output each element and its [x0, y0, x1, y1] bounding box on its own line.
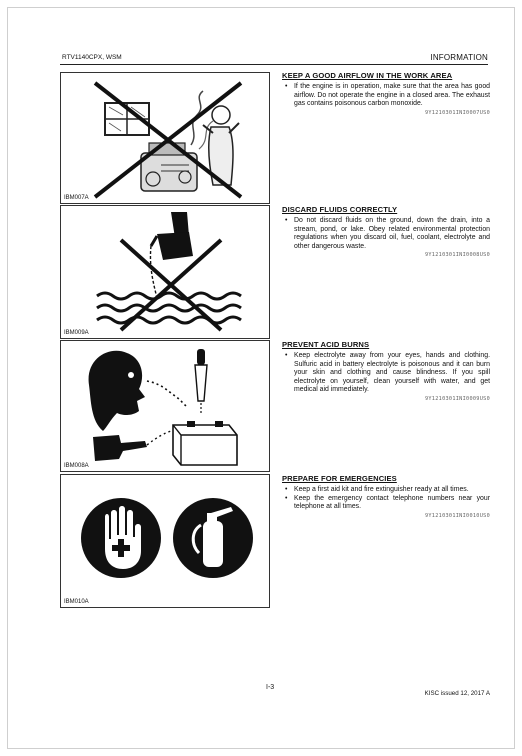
bullet-item: • Keep a first aid kit and fire extinguisher ready at all times. [282, 486, 490, 495]
bullet-list [282, 217, 490, 251]
bullet-item: • If the engine is in operation, make sure that the area has good airflow. Do not operate the engine in a closed area. The exhaust gas contains poisonous carbon monoxide. [282, 83, 490, 109]
figure-acid-burns [60, 340, 270, 472]
section-airflow [282, 71, 490, 116]
no-discard-fluids-icon [61, 206, 269, 338]
section-title: DISCARD FLUIDS CORRECTLY [282, 205, 398, 214]
section-title: PREPARE FOR EMERGENCIES [282, 474, 397, 483]
reference-code: 9Y1210301INI0010US0 [424, 512, 490, 519]
page-number: I-3 [266, 684, 275, 691]
bullet-item: • Keep electrolyte away from your eyes, hands and clothing. Sulfuric acid in battery electrolyte is poisonous and it can burn your skin and clothing and cause blindness. If you spill electrolyte on yourself, clean yourself with water, and get medical aid immediately. [282, 352, 490, 395]
reference-code: 9Y1210301INI0008US0 [424, 252, 490, 259]
section-acid-burns [282, 340, 490, 402]
figure-caption: IBM007A [64, 195, 89, 201]
reference-code: 9Y1210301INI0007US0 [424, 109, 490, 116]
section-emergencies [282, 474, 490, 519]
figure-emergencies [60, 474, 270, 608]
section-discard-fluids [282, 205, 490, 258]
figure-airflow [60, 72, 270, 204]
reference-code: 9Y1210301INI0009US0 [424, 395, 490, 402]
first-aid-and-extinguisher-icon [61, 475, 269, 607]
bullet-item: • Keep the emergency contact telephone numbers near your telephone at all times. [282, 495, 490, 512]
figure-caption: IBM008A [64, 463, 89, 469]
bullet-list [282, 83, 490, 109]
bullet-list [282, 486, 490, 512]
section-header: INFORMATION [430, 53, 488, 62]
header-rule [60, 64, 488, 65]
bullet-list [282, 352, 490, 395]
figure-caption: IBM009A [64, 330, 89, 336]
issue-note: KISC issued 12, 2017 A [424, 690, 490, 697]
figure-discard-fluids [60, 205, 270, 339]
document-id: RTV1140CPX, WSM [62, 54, 122, 61]
section-title: PREVENT ACID BURNS [282, 340, 370, 349]
bullet-item: • Do not discard fluids on the ground, down the drain, into a stream, pond, or lake. Obey related environmental protection regulations when you discard oil, fuel, coolant, electrolyte and other dangerous waste. [282, 217, 490, 251]
acid-burn-icon [61, 341, 269, 471]
figure-caption: IBM010A [64, 599, 89, 605]
section-title: KEEP A GOOD AIRFLOW IN THE WORK AREA [282, 71, 453, 80]
no-engine-in-closed-area-icon [61, 73, 269, 203]
